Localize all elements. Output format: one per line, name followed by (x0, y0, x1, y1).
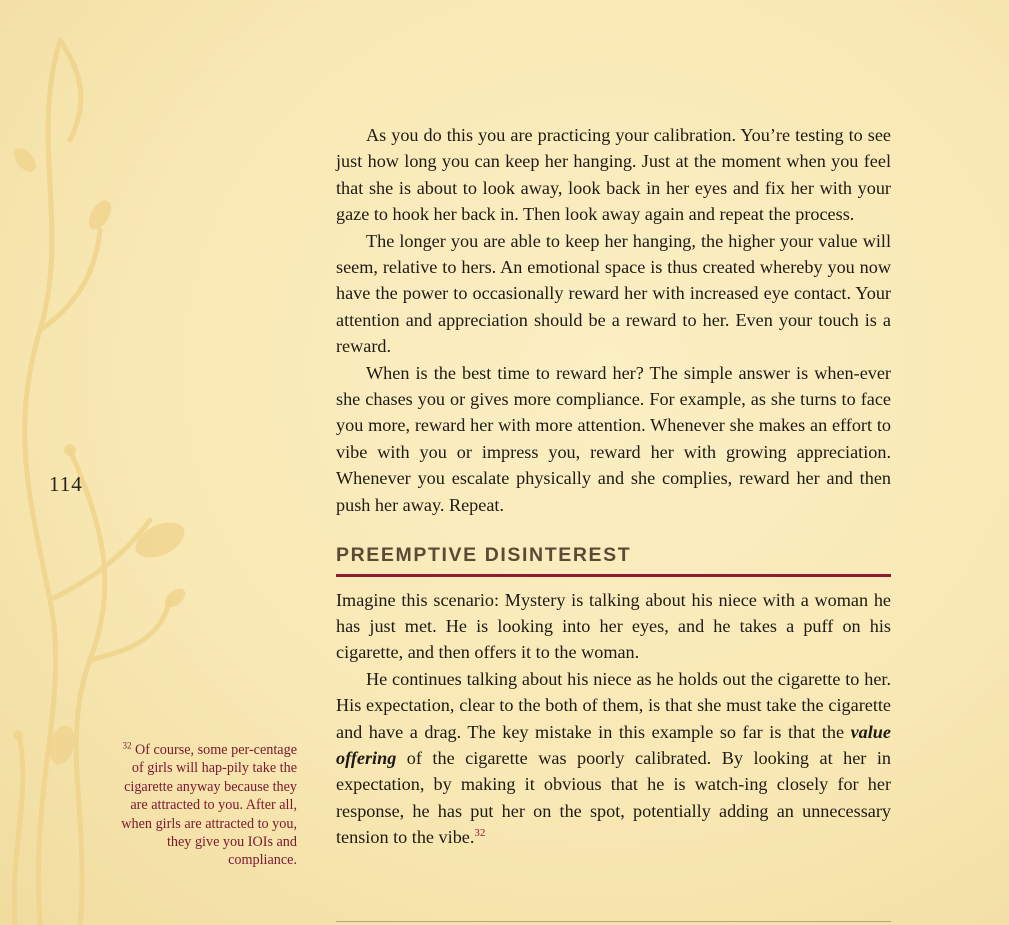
paragraph-text-part: of the cigarette was poorly calibrated. By looking at her in expectation, by making it obvious that he is watch-ing closely for her response, he has put her on the spot, potentially adding an unnecessary tension to the vibe. (336, 747, 891, 848)
body-paragraph-with-footnote (336, 666, 891, 851)
section-heading: PREEMPTIVE DISINTEREST (336, 542, 891, 576)
page-number: 114 (49, 472, 83, 496)
main-text-column (336, 122, 891, 851)
body-paragraph: When is the best time to reward her? The simple answer is when-ever she chases you or gives more compliance. For example, as she turns to face you more, reward her with more attention. Whenever she makes an effort to vibe with you or impress you, reward her with growing appreciation. Whenever you escalate physically and she complies, reward her and then push her away. Repeat. (336, 362, 891, 515)
margin-footnote (114, 741, 297, 870)
body-paragraph: As you do this you are practicing your calibration. You’re testing to see just how long you can keep her hanging. Just at the moment when you feel that she is about to look away, look back in her eyes and fix her with your gaze to hook her back in. Then look away again and repeat the process. (336, 125, 891, 225)
bottom-divider (336, 921, 891, 922)
footnote-number: 32 (122, 740, 132, 751)
footnote-text: Of course, some per-centage of girls will hap-pily take the cigarette anyway because they are attracted to you. After all, when girls are attracted to you, they give you IOIs and compliance. (121, 742, 297, 869)
paragraph-text-part: He continues talking about his niece as he holds out the cigarette to her. His expectation, clear to the both of them, is that she must take the cigarette and have a drag. The key mistake in this example so far is that the (336, 668, 891, 742)
body-paragraph: Imagine this scenario: Mystery is talking about his niece with a woman he has just met. He is looking into her eyes, and he takes a puff on his cigarette, and then offers it to the woman. (336, 589, 891, 663)
footnote-reference[interactable]: 32 (474, 827, 486, 840)
body-paragraph: The longer you are able to keep her hanging, the higher your value will seem, relative to hers. An emotional space is thus created whereby you now have the power to occasionally reward her with increased eye contact. Your attention and appreciation should be a reward to her. Even your touch is a reward. (336, 230, 891, 357)
emphasis-term: value offering (336, 721, 891, 768)
